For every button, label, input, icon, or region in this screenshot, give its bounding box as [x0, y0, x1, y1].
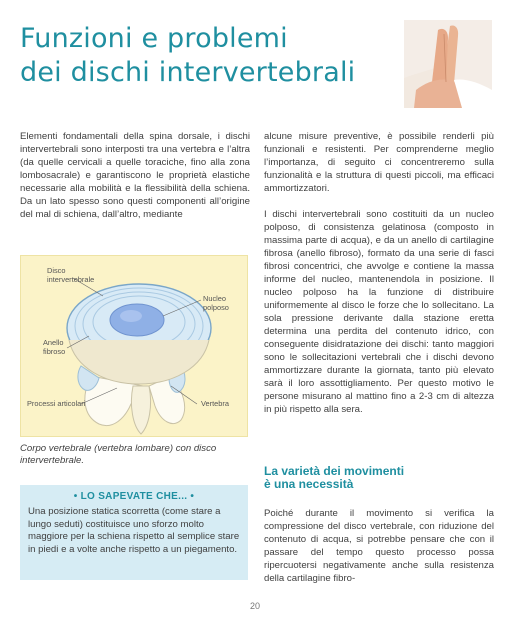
box-text: Una posizione statica scorretta (come stare a lungo seduti) costituisce uno sforzo molto maggiore per la schiena rispetto al semplice stare in piedi e a volte anche rispetto a un piegamento. [28, 506, 240, 555]
right-paragraph-3: Poiché durante il movimento si verifica la compressione del disco vertebrale, con riduzione del contenuto di acqua, si potrebbe pensare che con il passare del tempo questo processo possa ripercuotersi negativamente anche sulla resistenza della cartilagine fibro- [264, 508, 494, 584]
right-column [264, 130, 494, 416]
hands-photo [404, 20, 492, 108]
label-processi: Processi articolari [27, 399, 86, 408]
label-disco: Disco intervertebrale [47, 266, 95, 284]
section-heading [264, 465, 494, 491]
label-vertebra: Vertebra [201, 399, 229, 408]
right-paragraph-1: alcune misure preventive, è possibile renderli più funzionali e resistenti. Per comprenderne meglio l’importanza, di seguito ci concentreremo sulla funzionalità e la struttura di questi piccoli, ma efficaci ammortizzatori. [264, 131, 494, 194]
right-column-bottom [264, 507, 494, 585]
page-number: 20 [249, 601, 260, 611]
right-paragraph-2: I dischi intervertebrali sono costituiti da un nucleo polposo, di consistenza gelatinosa (composto in massima parte di acqua), e da un anello di cartilagine fibrosa (anello fibroso), formato da una serie di fasci fibrosi concentrici, che avvolge e contiene la massa informe del nucleo, mantenendola in posizione. Il nucleo polposo ha la funzione di distribuire uniformemente al disco le forze che lo sollecitano. La sola pressione derivante dalla stazione eretta determina una perdita del contenuto idrico, con conseguente disidratazione dei dischi: tanto maggiori sono le sollecitazioni vertebrali che i dischi devono ammortizzare durante la giornata, tanto più elevato sarà il loro assottigliamento. Per questo motivo le persone misurano al mattino fino a 2-3 cm di altezza in più rispetto alla sera. [264, 209, 494, 415]
title-line-2: dei dischi intervertebrali [20, 57, 356, 88]
page-title [20, 22, 400, 90]
section-heading-line-2: è una necessità [264, 477, 354, 491]
intro-paragraph: Elementi fondamentali della spina dorsale, i dischi intervertebrali sono interposti tra una vertebra e l’altra (da quelle cervicali a quelle toraciche, fino alla zona lombosacrale) e garantiscono le proprietà elastiche necessarie alla mobilità e la flessibilità della schiena. Da un lato spesso sono questi componenti all’origine del mal di schiena, dall’altro, mediante [20, 131, 250, 220]
label-anello: Anello fibroso [43, 338, 66, 356]
did-you-know-box [20, 485, 248, 580]
left-column [20, 130, 250, 221]
hands-illustration [404, 20, 492, 108]
figure-caption: Corpo vertebrale (vertebra lombare) con disco intervertebrale. [20, 443, 217, 466]
label-nucleo: Nucleo polposo [203, 294, 229, 312]
section-heading-line-1: La varietà dei movimenti [264, 464, 405, 478]
vertebra-figure [20, 255, 248, 437]
title-line-1: Funzioni e problemi [20, 23, 288, 54]
box-title: • LO SAPEVATE CHE... • [73, 491, 195, 502]
